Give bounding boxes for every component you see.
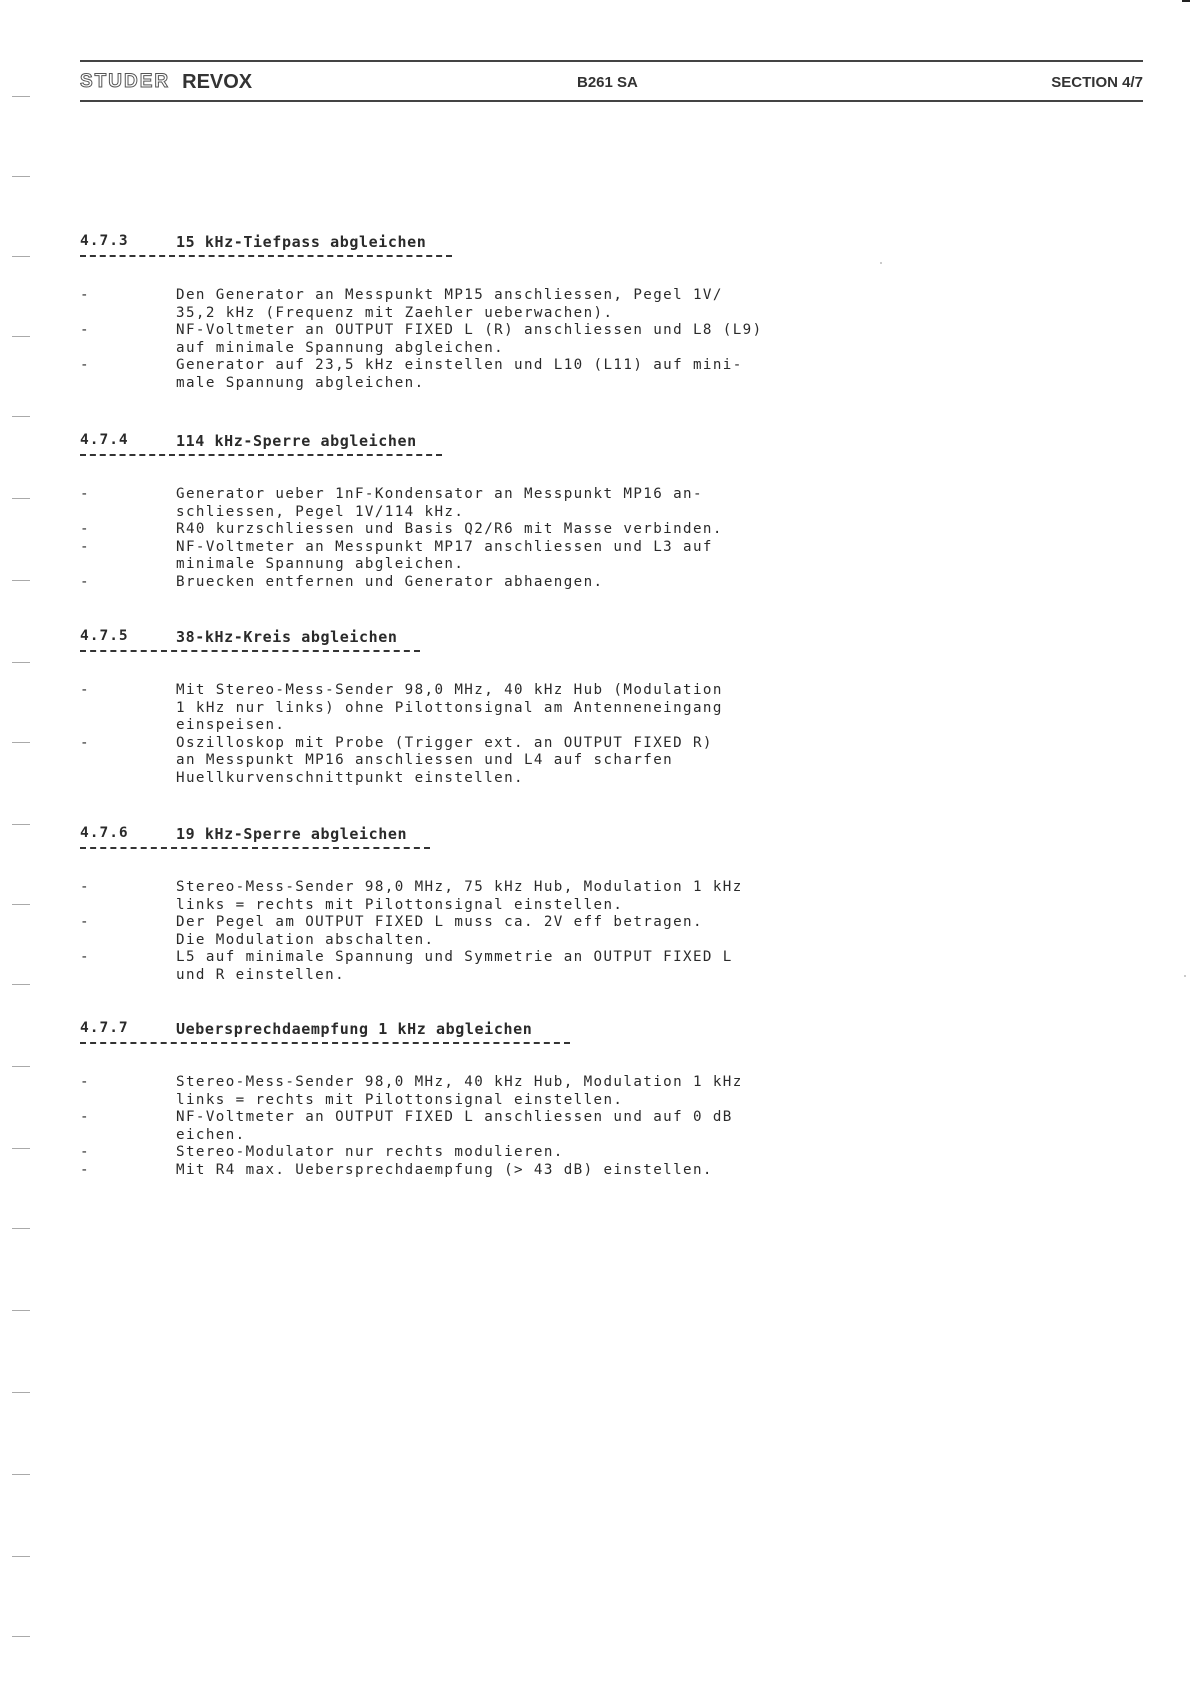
- list-bullet: -: [80, 1074, 90, 1090]
- list-bullet: -: [80, 322, 90, 339]
- list-item-text: Mit R4 max. Uebersprechdaempfung (> 43 dB) einstellen.: [176, 1161, 713, 1178]
- list-bullet: -: [80, 879, 90, 895]
- list-item-text: NF-Voltmeter an OUTPUT FIXED L (R) anschliessen und L8 (L9) auf minimale Spannung abgleichen.: [176, 322, 763, 356]
- heading-underline: [80, 454, 442, 456]
- section-heading: [80, 233, 820, 261]
- section-number: SECTION 4/7: [1051, 74, 1143, 91]
- list-item-text: NF-Voltmeter an OUTPUT FIXED L anschliessen und auf 0 dB eichen.: [176, 1109, 733, 1143]
- list-item: [80, 1074, 820, 1109]
- list-item-text: Stereo-Modulator nur rechts modulieren.: [176, 1144, 564, 1161]
- instruction-list: [80, 879, 820, 985]
- list-item: [80, 287, 820, 322]
- list-bullet: -: [80, 1109, 90, 1126]
- edge-mark: [1182, 0, 1190, 2]
- list-bullet: -: [80, 521, 90, 538]
- instruction-list: [80, 682, 820, 788]
- section-4-7-3: [80, 233, 820, 393]
- section-4-7-6: [80, 825, 820, 985]
- list-item-text: Oszilloskop mit Probe (Trigger ext. an OUTPUT FIXED R) an Messpunkt MP16 anschliessen und L4 auf scharfen Huellkurvenschnittpunkt einstellen.: [176, 734, 713, 786]
- list-bullet: -: [80, 287, 90, 303]
- section-number: 4.7.7: [80, 1020, 129, 1036]
- list-item-text: NF-Voltmeter an Messpunkt MP17 anschliessen und L3 auf minimale Spannung abgleichen.: [176, 538, 713, 573]
- section-4-7-7: [80, 1020, 820, 1180]
- list-item: [80, 574, 820, 592]
- heading-underline: [80, 255, 452, 257]
- instruction-list: [80, 1074, 820, 1180]
- list-item-text: Generator ueber 1nF-Kondensator an Messpunkt MP16 an- schliessen, Pegel 1V/114 kHz.: [176, 486, 703, 520]
- list-item: [80, 735, 820, 788]
- section-title: 38-kHz-Kreis abgleichen: [176, 628, 398, 646]
- section-heading: [80, 628, 820, 656]
- list-bullet: -: [80, 682, 90, 698]
- heading-underline: [80, 847, 430, 849]
- section-title: Uebersprechdaempfung 1 kHz abgleichen: [176, 1020, 533, 1038]
- list-bullet: -: [80, 573, 90, 590]
- list-item-text: Der Pegel am OUTPUT FIXED L muss ca. 2V eff betragen. Die Modulation abschalten.: [176, 914, 703, 948]
- paper-speck: [1184, 975, 1186, 977]
- list-item: [80, 682, 820, 735]
- list-item: [80, 521, 820, 539]
- section-number: 4.7.4: [80, 432, 129, 448]
- list-bullet: -: [80, 538, 90, 555]
- list-item: [80, 322, 820, 357]
- list-item-text: Stereo-Mess-Sender 98,0 MHz, 75 kHz Hub, Modulation 1 kHz links = rechts mit Pilottonsignal einstellen.: [176, 879, 743, 913]
- list-bullet: -: [80, 734, 90, 751]
- studer-revox-logo: [80, 71, 252, 93]
- list-item-text: L5 auf minimale Spannung und Symmetrie an OUTPUT FIXED L und R einstellen.: [176, 949, 733, 983]
- list-item: [80, 1144, 820, 1162]
- model-number: B261 SA: [577, 74, 638, 91]
- section-title: 114 kHz-Sperre abgleichen: [176, 432, 417, 450]
- list-item-text: Den Generator an Messpunkt MP15 anschliessen, Pegel 1V/ 35,2 kHz (Frequenz mit Zaehler ueberwachen).: [176, 287, 723, 321]
- section-title: 15 kHz-Tiefpass abgleichen: [176, 233, 427, 251]
- section-heading: [80, 1020, 820, 1048]
- section-number: 4.7.6: [80, 825, 129, 841]
- instruction-list: [80, 287, 820, 393]
- binding-margin: [0, 0, 40, 1683]
- list-item: [80, 949, 820, 984]
- list-item-text: Mit Stereo-Mess-Sender 98,0 MHz, 40 kHz Hub (Modulation 1 kHz nur links) ohne Pilottonsignal am Antenneneingang einspeisen.: [176, 682, 723, 734]
- list-item: [80, 879, 820, 914]
- list-item: [80, 1162, 820, 1180]
- heading-underline: [80, 1042, 570, 1044]
- list-bullet: -: [80, 357, 90, 374]
- section-number: 4.7.3: [80, 233, 129, 249]
- list-bullet: -: [80, 486, 90, 502]
- list-bullet: -: [80, 1144, 90, 1161]
- section-4-7-4: [80, 432, 820, 592]
- list-item-text: Stereo-Mess-Sender 98,0 MHz, 40 kHz Hub, Modulation 1 kHz links = rechts mit Pilottonsignal einstellen.: [176, 1074, 743, 1108]
- heading-underline: [80, 650, 420, 652]
- list-item-text: R40 kurzschliessen und Basis Q2/R6 mit Masse verbinden.: [176, 521, 723, 538]
- page-header: [80, 60, 1143, 102]
- list-bullet: -: [80, 1161, 90, 1178]
- list-bullet: -: [80, 949, 90, 966]
- paper-speck: [880, 262, 882, 264]
- logo-revox: REVOX: [182, 70, 253, 93]
- section-4-7-5: [80, 628, 820, 788]
- list-item-text: Bruecken entfernen und Generator abhaengen.: [176, 573, 604, 590]
- section-number: 4.7.5: [80, 628, 129, 644]
- logo-studer: STUDER: [80, 71, 171, 92]
- section-heading: [80, 825, 820, 853]
- list-item: [80, 539, 820, 574]
- instruction-list: [80, 486, 820, 592]
- section-heading: [80, 432, 820, 460]
- section-title: 19 kHz-Sperre abgleichen: [176, 825, 408, 843]
- list-item-text: Generator auf 23,5 kHz einstellen und L10 (L11) auf mini- male Spannung abgleichen.: [176, 357, 743, 391]
- list-item: [80, 357, 820, 392]
- list-bullet: -: [80, 914, 90, 931]
- list-item: [80, 1109, 820, 1144]
- list-item: [80, 914, 820, 949]
- list-item: [80, 486, 820, 521]
